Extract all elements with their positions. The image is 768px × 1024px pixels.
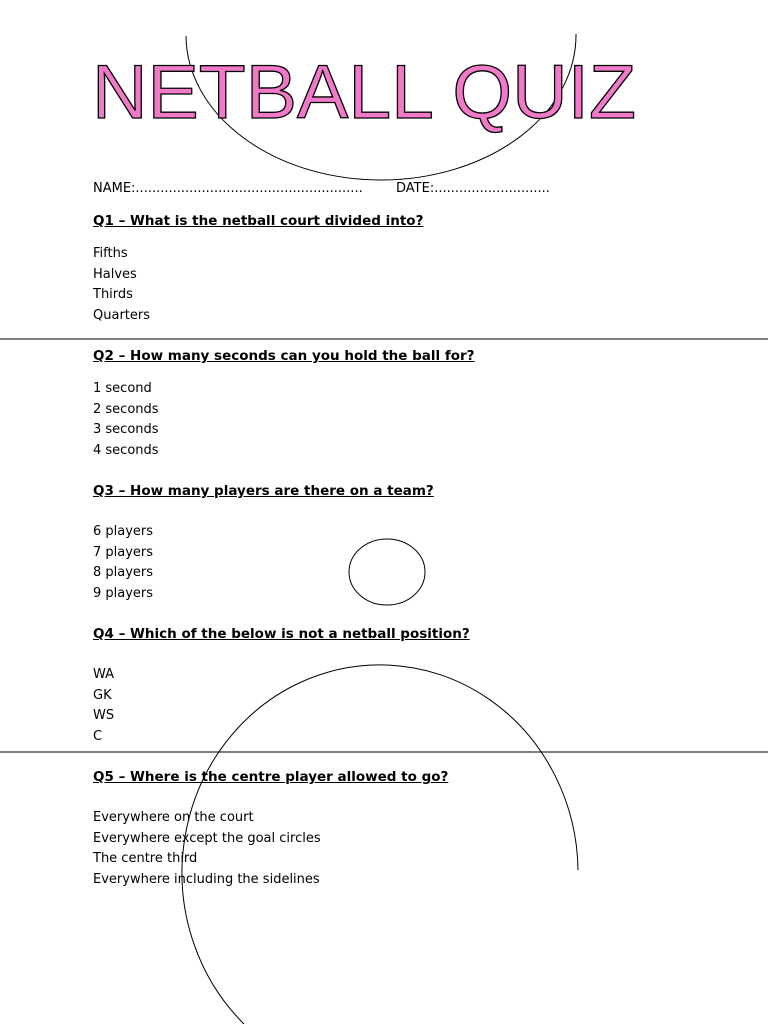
question-4: Q4 – Which of the below is not a netball position?: [93, 626, 470, 642]
option: WA: [93, 667, 115, 682]
question-1-options: [93, 244, 150, 326]
question-3-options: [93, 522, 153, 604]
date-field: DATE:............................: [396, 181, 550, 196]
question-2: Q2 – How many seconds can you hold the ball for?: [93, 348, 475, 364]
option: C: [93, 728, 103, 744]
option: 3 seconds: [93, 422, 159, 438]
name-field: NAME:.......................................................: [93, 181, 363, 196]
option: Everywhere except the goal circles: [93, 830, 321, 846]
option: 7 players: [93, 544, 154, 560]
question-1: Q1 – What is the netball court divided into?: [93, 213, 424, 229]
option: 6 players: [93, 524, 154, 539]
option: Everywhere including the sidelines: [93, 871, 320, 887]
option: WS: [93, 708, 115, 724]
option: Halves: [93, 266, 137, 282]
option: 8 players: [93, 565, 154, 581]
quiz-title-text: NETBALL QUIZ: [92, 50, 636, 135]
option: Quarters: [93, 307, 150, 323]
option: Everywhere on the court: [93, 810, 254, 825]
question-2-options: [93, 379, 159, 461]
option: The centre third: [93, 851, 198, 867]
question-5: Q5 – Where is the centre player allowed to go?: [93, 769, 449, 785]
option: GK: [93, 687, 112, 703]
question-3: Q3 – How many players are there on a team?: [93, 483, 434, 499]
option: Fifths: [93, 246, 128, 261]
question-4-options: [93, 665, 114, 747]
question-5-options: [93, 808, 321, 890]
option: 9 players: [93, 585, 154, 601]
centre-circle: [349, 539, 425, 605]
option: 2 seconds: [93, 401, 159, 417]
option: Thirds: [93, 287, 133, 303]
quiz-title: [92, 46, 652, 136]
option: 1 second: [93, 381, 152, 396]
option: 4 seconds: [93, 442, 159, 458]
